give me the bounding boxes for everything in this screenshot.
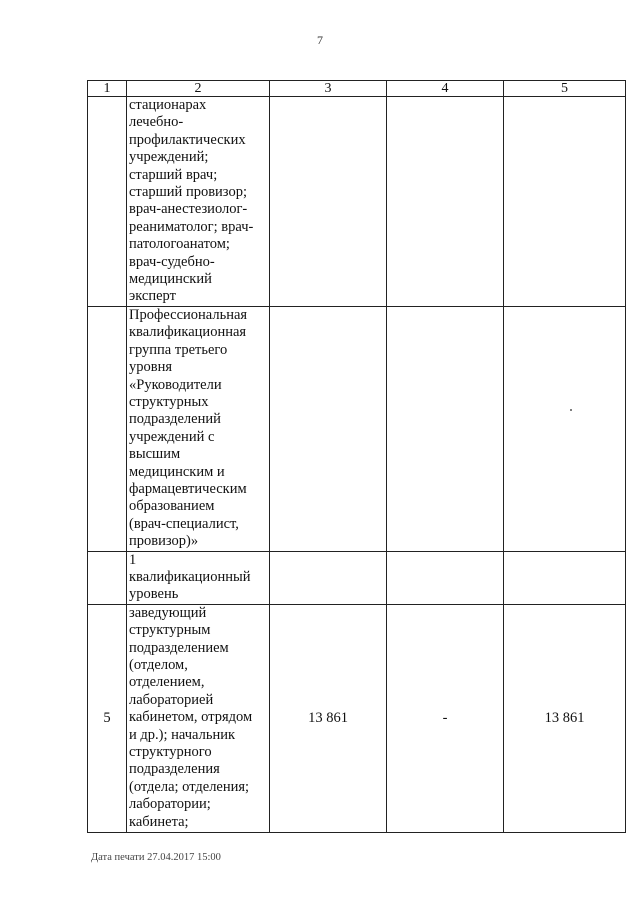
cell-line: врач-судебно- — [129, 253, 215, 270]
table-row — [88, 306, 626, 551]
cell-line: учреждений с — [129, 428, 215, 445]
row-number-cell: 5 — [88, 604, 127, 832]
cell-line: реаниматолог; врач- — [129, 218, 254, 235]
increase-cell — [387, 306, 504, 551]
cell-line: подразделением — [129, 639, 229, 656]
cell-line: патологоанатом; — [129, 236, 230, 253]
position-cell — [127, 97, 270, 307]
cell-line: подразделений — [129, 411, 221, 428]
row-number-cell — [88, 97, 127, 307]
cell-line: (отдела; отделения; — [129, 778, 250, 795]
cell-line: заведующий — [129, 604, 207, 621]
cell-line: структурным — [129, 622, 211, 639]
header-cell-4: 4 — [387, 81, 504, 97]
increase-cell: - — [387, 604, 504, 832]
cell-line: учреждений; — [129, 149, 209, 166]
cell-line: уровня — [129, 359, 173, 376]
cell-line: и др.); начальник — [129, 726, 236, 743]
table-row — [88, 97, 626, 307]
cell-line: кабинетом, отрядом — [129, 709, 253, 726]
salary-cell — [270, 551, 387, 604]
cell-line: старший провизор; — [129, 184, 247, 201]
page-number: 7 — [317, 33, 323, 47]
total-cell — [504, 306, 626, 551]
cell-line: Профессиональная — [129, 306, 248, 323]
cell-line: (отделом, — [129, 657, 188, 673]
cell-line: кабинета; — [129, 813, 189, 830]
cell-line: подразделения — [129, 761, 220, 778]
position-cell — [127, 551, 270, 604]
cell-line: квалификационная — [129, 324, 247, 341]
salary-cell — [270, 97, 387, 307]
cell-line: квалификационный — [129, 568, 251, 585]
cell-line: фармацевтическим — [129, 480, 247, 497]
cell-line: структурных — [129, 393, 209, 410]
increase-cell — [387, 551, 504, 604]
table-row — [88, 604, 626, 832]
cell-line: 1 — [129, 551, 137, 568]
salary-cell — [270, 306, 387, 551]
salary-table — [87, 80, 626, 833]
cell-line: группа третьего — [129, 341, 228, 358]
cell-line: провизор)» — [129, 533, 199, 550]
cell-line: отделением, — [129, 674, 205, 691]
total-cell — [504, 97, 626, 307]
cell-line: лаборатории; — [129, 796, 211, 813]
salary-cell: 13 861 — [270, 604, 387, 832]
cell-line: лабораторией — [129, 691, 214, 708]
cell-line: стационарах — [129, 97, 207, 113]
position-cell — [127, 306, 270, 551]
cell-line: образованием — [129, 498, 215, 515]
header-cell-3: 3 — [270, 81, 387, 97]
header-cell-2: 2 — [127, 81, 270, 97]
cell-line: высшим — [129, 446, 181, 463]
cell-line: уровень — [129, 586, 179, 603]
total-cell — [504, 551, 626, 604]
cell-line: медицинский — [129, 271, 212, 288]
row-number-cell — [88, 306, 127, 551]
increase-cell — [387, 97, 504, 307]
cell-line: старший врач; — [129, 166, 218, 183]
header-cell-5: 5 — [504, 81, 626, 97]
table-header-row — [88, 81, 626, 97]
cell-line: «Руководители — [129, 376, 222, 393]
cell-line: врач-анестезиолог- — [129, 201, 248, 218]
cell-line: медицинским и — [129, 463, 225, 480]
total-cell: 13 861 — [504, 604, 626, 832]
cell-line: структурного — [129, 744, 212, 761]
cell-line: эксперт — [129, 288, 176, 305]
position-cell — [127, 604, 270, 832]
cell-line: лечебно- — [129, 114, 184, 131]
header-cell-1: 1 — [88, 81, 127, 97]
print-date-footer: Дата печати 27.04.2017 15:00 — [91, 852, 221, 863]
table-row — [88, 551, 626, 604]
cell-line: (врач-специалист, — [129, 515, 239, 532]
scan-speck — [570, 409, 572, 411]
row-number-cell — [88, 551, 127, 604]
cell-line: профилактических — [129, 131, 246, 148]
